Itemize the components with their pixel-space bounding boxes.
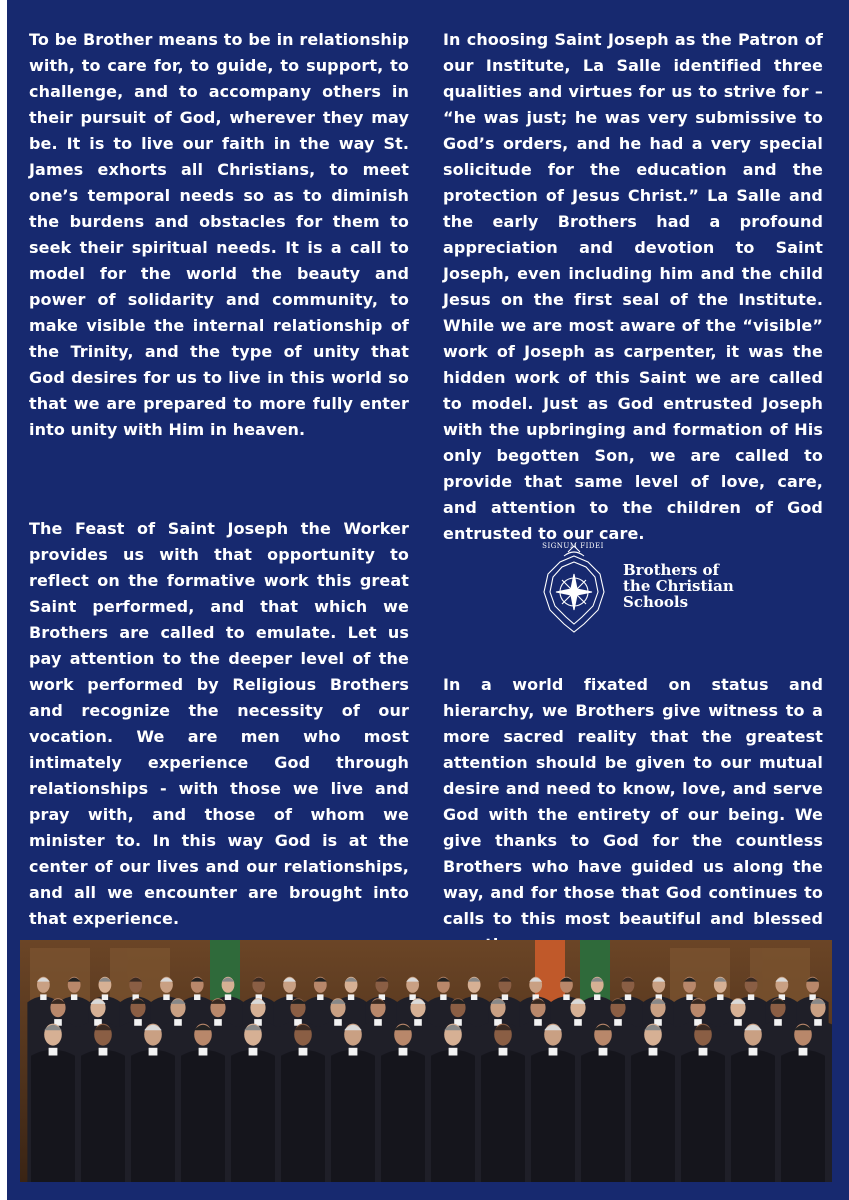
brothers-logo (528, 540, 768, 645)
group-photo-image (20, 940, 832, 1182)
logo-wordmark (623, 562, 734, 610)
paragraph-feast-saint-joseph: The Feast of Saint Joseph the Worker provides us with that opportunity to reflect on the formative work this great Saint performed, and that which we Brothers are called to emulate. Let us pay attention to the deeper level of the work performed by Religious Brothers and recognize the necessity of our vocation. We are men who most intimately experience God through relationships - with those we live and pray with, and those of whom we minister to. In this way God is at the center of our lives and our relationships, and all we encounter are brought into that experience. (29, 519, 409, 928)
group-photo (20, 940, 832, 1182)
logo-line-2: the Christian (623, 577, 734, 595)
left-border (0, 0, 7, 1200)
logo-motto: SIGNUM FIDEI (542, 542, 604, 550)
paragraph-patron-saint-joseph: In choosing Saint Joseph as the Patron of our Institute, La Salle identified three qualities and virtues for us to strive for – “he was just; he was very submissive to God’s orders, and he had a very special solicitude for the education and the protection of Jesus Christ.” La Salle and the early Brothers had a profound appreciation and devotion to Saint Joseph, even including him and the child Jesus on the first seal of the Institute. While we are most aware of the “visible” work of Joseph as carpenter, it was the hidden work of this Saint we are called to model. Just as God entrusted Joseph with the upbringing and formation of His only begotten Son, we are called to provide that same level of love, care, and attention to the children of God entrusted to our care. (443, 30, 823, 543)
paragraph-world-status: In a world fixated on status and hierarchy, we Brothers give witness to a more sacred reality that the greatest attention should be given to our mutual desire and need to know, love, and serve God with the entirety of our being. We give thanks to God for the countless Brothers who have guided us along the way, and for those that God continues to calls to this most beautiful and blessed (443, 675, 823, 928)
paragraph-brotherhood: To be Brother means to be in relationship with, to care for, to guide, to support, to challenge, and to accompany others in their pursuit of God, wherever they may be. It is to live our faith in the way St. James exhorts all Christians, to meet one’s temporal needs so as to diminish the burdens and obstacles for them to seek their spiritual needs. It is a call to model for the world the beauty and power of solidarity and community, to make visible the internal relationship of the Trinity, and the type of unity that God desires for us to live in this world so that we are prepared to more fully enter into unity with Him in heaven. (29, 30, 409, 439)
logo-line-1: Brothers of (623, 561, 719, 579)
star-seal-icon (528, 540, 620, 640)
logo-line-3: Schools (623, 593, 689, 611)
